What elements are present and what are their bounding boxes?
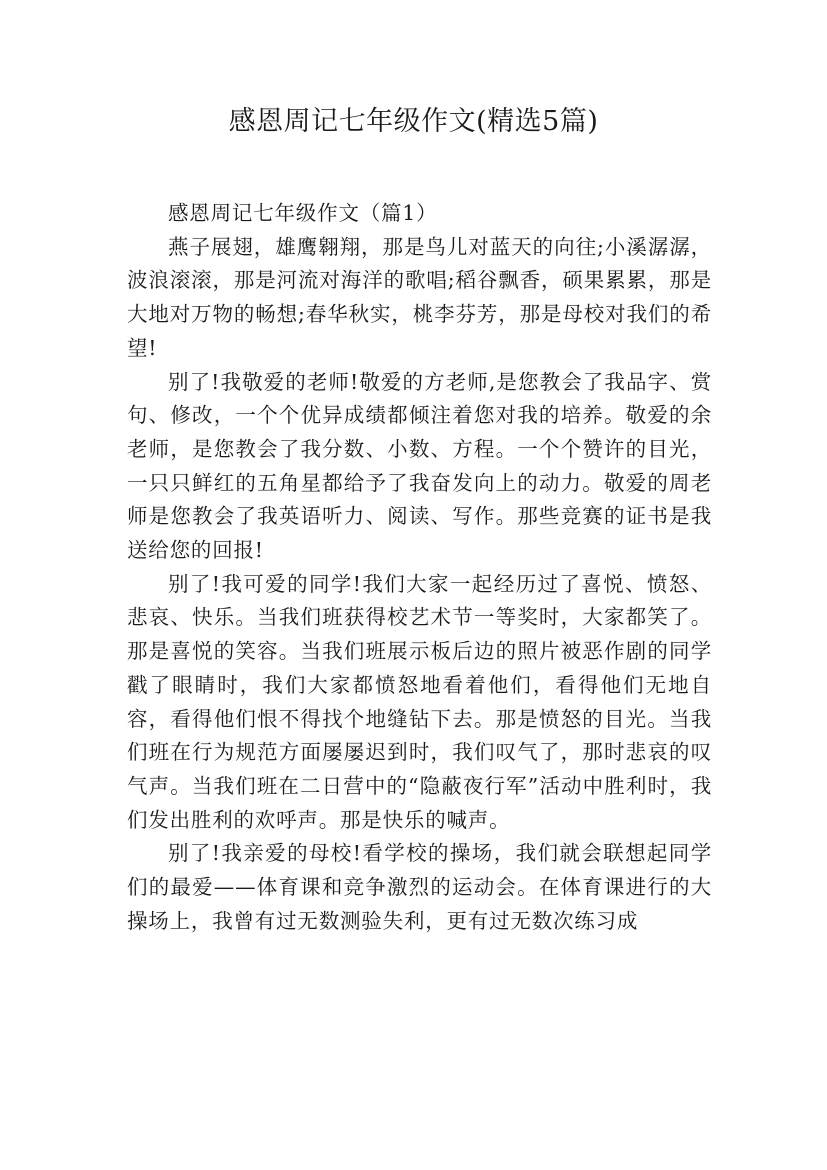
paragraph: 别了!我亲爱的母校!看学校的操场，我们就会联想起同学们的最爱——体育课和竞争激烈的运动会。在体育课进行的大操场上，我曾有过无数测验失利，更有过无数次练习成 xyxy=(127,841,712,933)
paragraph: 燕子展翅，雄鹰翱翔，那是鸟儿对蓝天的向往;小溪潺潺，波浪滚滚，那是河流对海洋的歌唱;稻谷飘香，硕果累累，那是大地对万物的畅想;春华秋实，桃李芬芳，那是母校对我们的希望! xyxy=(127,234,712,360)
paragraph: 别了!我敬爱的老师!敬爱的方老师,是您教会了我品字、赏句、修改，一个个优异成绩都倾注着您对我的培养。敬爱的余老师，是您教会了我分数、小数、方程。一个个赞许的目光，一只只鲜红的五角星都给予了我奋发向上的动力。敬爱的周老师是您教会了我英语听力、阅读、写作。那些竞赛的证书是我送给您的回报! xyxy=(127,369,712,563)
document-body xyxy=(127,197,712,938)
document-title: 感恩周记七年级作文(精选5篇) xyxy=(228,106,599,137)
paragraph: 别了!我可爱的同学!我们大家一起经历过了喜悦、愤怒、悲哀、快乐。当我们班获得校艺术节一等奖时，大家都笑了。那是喜悦的笑容。当我们班展示板后边的照片被恶作剧的同学戳了眼睛时，我们大家都愤怒地看着他们，看得他们无地自容，看得他们恨不得找个地缝钻下去。那是愤怒的目光。当我们班在行为规范方面屡屡迟到时，我们叹气了，那时悲哀的叹气声。当我们班在二日营中的“隐蔽夜行军”活动中胜利时，我们发出胜利的欢呼声。那是快乐的喊声。 xyxy=(127,571,712,832)
section-heading: 感恩周记七年级作文（篇1） xyxy=(168,201,438,225)
